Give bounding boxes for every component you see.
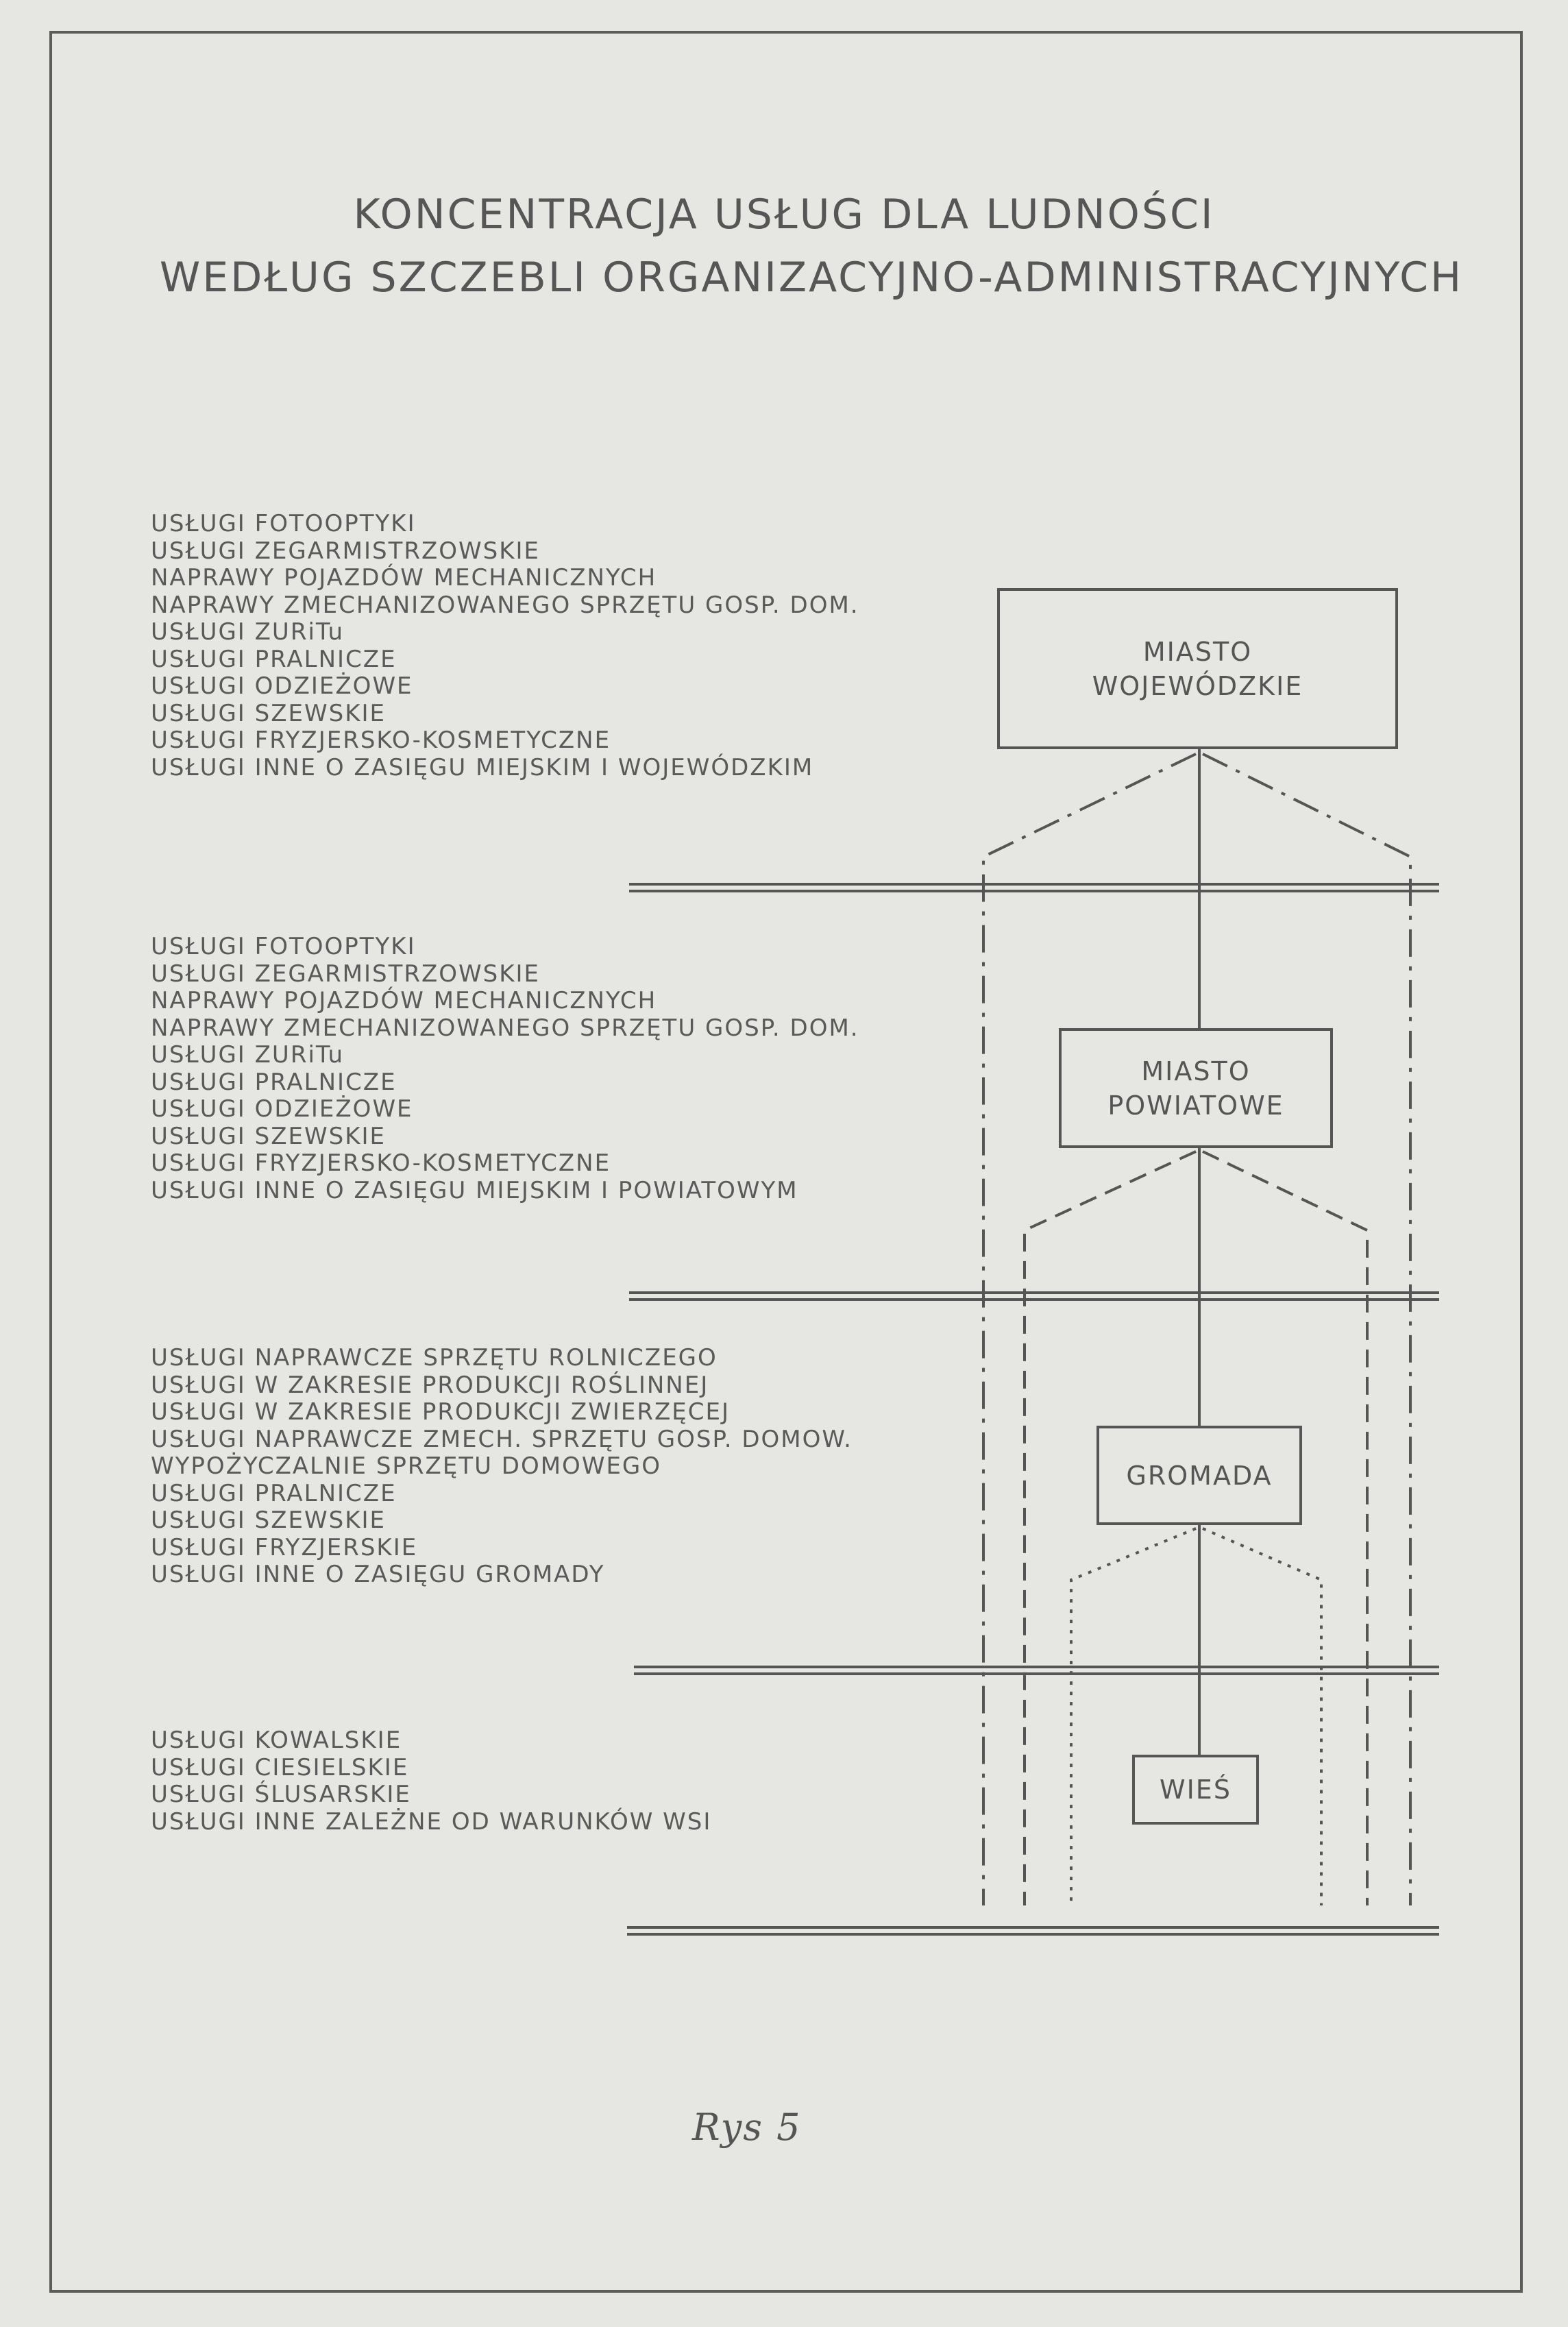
- list-item: USŁUGI SZEWSKIE: [151, 1122, 387, 1150]
- separator-4: [627, 1927, 1439, 1934]
- list-item: USŁUGI PRALNICZE: [151, 645, 397, 673]
- box-label-line: MIASTO: [1142, 636, 1253, 667]
- list-item: USŁUGI FOTOOPTYKI: [151, 933, 416, 960]
- list-item: USŁUGI INNE O ZASIĘGU GROMADY: [151, 1561, 605, 1588]
- list-item: USŁUGI ZURiTu: [151, 1041, 345, 1069]
- separator-1: [629, 884, 1439, 891]
- list-item: USŁUGI INNE O ZASIĘGU MIEJSKIM I POWIATOWYM: [151, 1176, 798, 1204]
- list-item: USŁUGI FRYZJERSKO-KOSMETYCZNE: [151, 1149, 611, 1177]
- list-item: USŁUGI FOTOOPTYKI: [151, 510, 416, 537]
- box-label-line: POWIATOWE: [1107, 1090, 1284, 1121]
- list-item: USŁUGI SZEWSKIE: [151, 699, 387, 727]
- list-item: USŁUGI INNE ZALEŻNE OD WARUNKÓW WSI: [151, 1807, 712, 1836]
- list-item: USŁUGI KOWALSKIE: [151, 1727, 402, 1754]
- list-item: WYPOŻYCZALNIE SPRZĘTU DOMOWEGO: [151, 1452, 662, 1480]
- list-item: USŁUGI INNE O ZASIĘGU MIEJSKIM I WOJEWÓDZKIM: [151, 753, 814, 781]
- list-item: USŁUGI ZURiTu: [151, 618, 345, 646]
- box-label-line: GROMADA: [1126, 1460, 1273, 1491]
- list-item: NAPRAWY POJAZDÓW MECHANICZNYCH: [151, 987, 657, 1014]
- box-label-line: WIEŚ: [1160, 1775, 1232, 1805]
- box-wies: [1132, 1755, 1259, 1825]
- list-item: NAPRAWY ZMECHANIZOWANEGO SPRZĘTU GOSP. DOM.: [151, 591, 859, 619]
- services-list-gromada: [151, 1345, 853, 1589]
- services-list-wies: [151, 1727, 711, 1836]
- list-item: USŁUGI W ZAKRESIE PRODUKCJI ZWIERZĘCEJ: [151, 1398, 730, 1426]
- list-item: USŁUGI NAPRAWCZE SPRZĘTU ROLNICZEGO: [151, 1344, 718, 1372]
- list-item: USŁUGI FRYZJERSKO-KOSMETYCZNE: [151, 727, 611, 754]
- branch-wojewodzkie: [983, 754, 1410, 1905]
- list-item: USŁUGI ODZIEŻOWE: [151, 672, 413, 700]
- list-item: NAPRAWY POJAZDÓW MECHANICZNYCH: [151, 564, 657, 592]
- separator-2: [629, 1293, 1439, 1300]
- list-item: USŁUGI NAPRAWCZE ZMECH. SPRZĘTU GOSP. DOMOW.: [151, 1425, 853, 1453]
- diagram-title-line-1: KONCENTRACJA USŁUG DLA LUDNOŚCI: [353, 191, 1215, 239]
- box-label-line: WOJEWÓDZKIE: [1092, 670, 1303, 701]
- list-item: USŁUGI PRALNICZE: [151, 1068, 397, 1096]
- list-item: USŁUGI ZEGARMISTRZOWSKIE: [151, 960, 541, 988]
- box-miasto-wojewodzkie: [997, 588, 1398, 749]
- box-label-line: MIASTO: [1141, 1056, 1251, 1086]
- list-item: USŁUGI ODZIEŻOWE: [151, 1095, 413, 1123]
- list-item: USŁUGI FRYZJERSKIE: [151, 1533, 418, 1561]
- branch-gromada: [1071, 1528, 1321, 1905]
- diagram-title-line-2: WEDŁUG SZCZEBLI ORGANIZACYJNO-ADMINISTRACYJNYCH: [159, 254, 1464, 302]
- list-item: USŁUGI ZEGARMISTRZOWSKIE: [151, 537, 541, 565]
- figure-caption: Rys 5: [692, 2106, 802, 2149]
- list-item: USŁUGI PRALNICZE: [151, 1479, 397, 1507]
- separator-3: [634, 1667, 1439, 1674]
- list-item: USŁUGI CIESIELSKIE: [151, 1753, 409, 1781]
- list-item: USŁUGI ŚLUSARSKIE: [151, 1781, 411, 1808]
- box-miasto-powiatowe: [1059, 1028, 1333, 1148]
- list-item: NAPRAWY ZMECHANIZOWANEGO SPRZĘTU GOSP. DOM.: [151, 1014, 859, 1042]
- box-gromada: [1097, 1426, 1302, 1525]
- list-item: USŁUGI W ZAKRESIE PRODUKCJI ROŚLINNEJ: [151, 1371, 709, 1399]
- services-list-powiatowe: [151, 934, 859, 1204]
- list-item: USŁUGI SZEWSKIE: [151, 1507, 387, 1534]
- services-list-wojewodzkie: [151, 511, 859, 781]
